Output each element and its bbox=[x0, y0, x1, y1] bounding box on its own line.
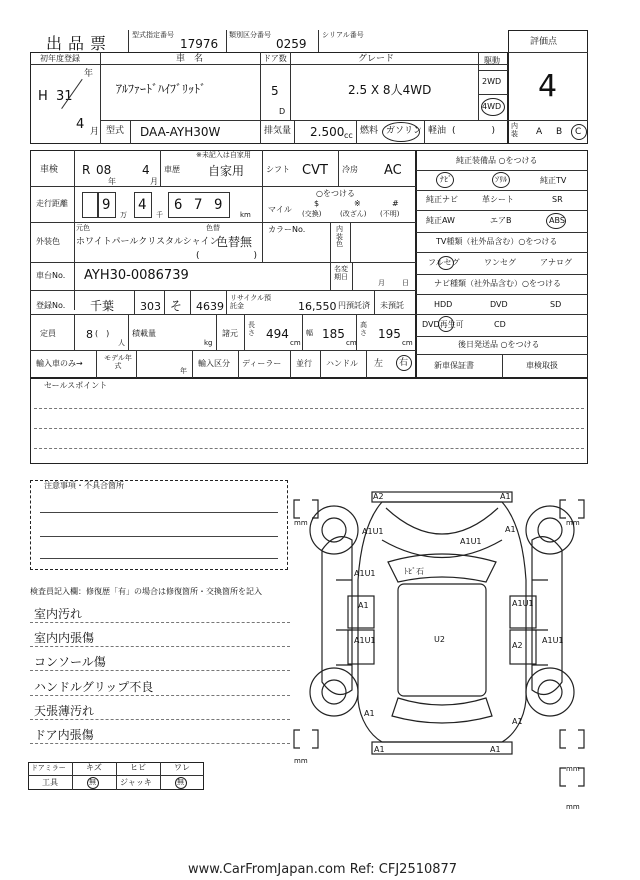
displacement-value: 2.500 bbox=[310, 125, 345, 139]
damage-mark: A1 bbox=[500, 492, 511, 501]
fuel-value: ガソリン bbox=[386, 126, 423, 136]
shaken-month: 4 bbox=[142, 163, 150, 177]
shaken-year: 08 bbox=[96, 163, 112, 177]
mileage-digit-4: 7 bbox=[194, 197, 203, 213]
mm-bracket-bottom-left bbox=[294, 730, 318, 748]
sales-point-box bbox=[30, 378, 588, 464]
first-reg-label: 初年度登録 bbox=[40, 54, 80, 63]
plate-kana: そ bbox=[170, 299, 183, 313]
length-value: 494 bbox=[266, 327, 289, 341]
mm-label-2: mm bbox=[566, 519, 580, 527]
mile-label: マイル bbox=[268, 205, 292, 214]
class-no-label: 類別区分番号 bbox=[229, 31, 271, 39]
recycle-status: 預託済 bbox=[346, 301, 370, 310]
note-item-6: ドア内張傷 bbox=[34, 728, 94, 742]
damage-mark: ﾄﾋﾞ石 bbox=[404, 567, 424, 576]
doors-value: 5 bbox=[271, 84, 279, 98]
sheet-title: 出品票 bbox=[46, 34, 113, 53]
recycle-unpaid: 未預託 bbox=[380, 301, 404, 310]
grade-value: 2.5 X 8人4WD bbox=[348, 83, 432, 97]
mm-bracket-top-right bbox=[560, 500, 584, 518]
width-label: 幅 bbox=[306, 329, 313, 337]
import-label: 輸入車のみ→ bbox=[36, 359, 83, 368]
ac-value: AC bbox=[384, 163, 402, 178]
mileage-label: 走行距離 bbox=[36, 199, 68, 208]
later-label: 後日発送品 ○をつける bbox=[458, 340, 540, 349]
interior-grade-a: A bbox=[536, 127, 543, 137]
drive-label: 駆動 bbox=[484, 56, 500, 65]
shift-value: CVT bbox=[302, 163, 328, 178]
oem-navi: ﾅﾋﾞ bbox=[440, 175, 452, 184]
usage-label: 車歴 bbox=[164, 165, 180, 174]
grade-label: グレード bbox=[358, 54, 395, 64]
shift-label: シフト bbox=[266, 165, 290, 174]
note-item-3: コンソール傷 bbox=[34, 655, 106, 669]
note-item-4: ハンドルグリップ不良 bbox=[34, 680, 154, 694]
note-item-1: 室内汚れ bbox=[34, 607, 83, 621]
displacement-label: 排気量 bbox=[264, 126, 292, 136]
damage-mark: A2 bbox=[512, 641, 523, 650]
tv-fullseg: フルセグ bbox=[428, 258, 460, 267]
first-reg-year: 31 bbox=[56, 89, 73, 104]
height-label: 高さ bbox=[360, 321, 367, 337]
interior-grade-b: B bbox=[556, 127, 563, 137]
class-no-value: 0259 bbox=[276, 37, 307, 51]
plate-class: 303 bbox=[140, 300, 161, 313]
damage-mark: A1 bbox=[512, 717, 523, 726]
parallel-label: 並行 bbox=[296, 359, 312, 368]
fuel-label: 燃料 bbox=[360, 126, 379, 136]
caution-box bbox=[30, 480, 288, 570]
usage-value: 自家用 bbox=[208, 164, 245, 178]
later-shaken: 車検取扱 bbox=[526, 361, 558, 370]
navi-hdd: HDD bbox=[434, 300, 453, 309]
mileage-digit-5: 9 bbox=[214, 197, 223, 213]
recycle-amount: 16,550 bbox=[298, 300, 337, 313]
oem-airbag: エアB bbox=[490, 216, 512, 225]
shaken-label: 車検 bbox=[40, 165, 59, 175]
handle-left: 左 bbox=[374, 359, 384, 369]
details-box bbox=[30, 150, 416, 378]
damage-mark: A1 bbox=[490, 745, 501, 754]
car-name-value: ｱﾙﾌｧｰﾄﾞﾊｲﾌﾞﾘｯﾄﾞ bbox=[116, 82, 207, 96]
ac-label: 冷房 bbox=[342, 165, 358, 174]
dealer-label: ディーラー bbox=[242, 359, 282, 368]
color-no-label: カラーNo. bbox=[268, 225, 306, 234]
mileage-digit-2: 4 bbox=[138, 197, 147, 213]
navi-sd: SD bbox=[550, 300, 562, 309]
later-warranty: 新車保証書 bbox=[434, 361, 474, 370]
oem-sunroof: ｿﾘﾙ bbox=[495, 175, 507, 184]
mileage-digit-1: 9 bbox=[102, 197, 111, 213]
navi-cd: CD bbox=[494, 320, 506, 329]
note-item-2: 室内内張傷 bbox=[34, 631, 95, 645]
oem-tv: 純正TV bbox=[540, 176, 567, 185]
model-no-label: 型式指定番号 bbox=[132, 31, 174, 39]
damage-mark: A1 bbox=[374, 745, 385, 754]
mileage-digit-3: 6 bbox=[174, 197, 183, 213]
length-label: 長さ bbox=[248, 321, 255, 337]
plate-label: 登録No. bbox=[36, 301, 66, 310]
oem-navi-2: 純正ナビ bbox=[426, 195, 458, 204]
first-reg-era: H bbox=[38, 89, 48, 104]
interior-label: 内装 bbox=[511, 122, 518, 138]
color-change-value: 色替無 bbox=[216, 235, 253, 249]
damage-mark: A1U1 bbox=[460, 537, 482, 546]
width-value: 185 bbox=[322, 327, 345, 341]
damage-mark: A1U1 bbox=[354, 636, 376, 645]
diesel-label: 軽油 bbox=[428, 126, 447, 136]
doors-label: ドア数 bbox=[263, 54, 287, 63]
oem-label: 純正装備品 ○をつける bbox=[456, 156, 538, 165]
tv-oneseg: ワンセグ bbox=[484, 258, 516, 267]
damage-mark: A1U1 bbox=[354, 569, 376, 578]
damage-mark: A1U1 bbox=[542, 636, 564, 645]
type-value: DAA-AYH30W bbox=[140, 125, 221, 139]
recycle-label: リサイクル預託金 bbox=[230, 294, 272, 311]
name-change-label: 名変期日 bbox=[334, 265, 348, 281]
mm-label-1: mm bbox=[294, 519, 308, 527]
damage-mark: A1U1 bbox=[512, 599, 534, 608]
damage-mark: A1 bbox=[505, 525, 516, 534]
mm-label-3: mm bbox=[566, 765, 580, 773]
interior-color-label: 内装色 bbox=[336, 225, 343, 249]
mm-label-4: mm bbox=[566, 803, 580, 811]
import-class-label: 輸入区分 bbox=[198, 359, 230, 368]
car-name-label: 車 名 bbox=[176, 54, 204, 64]
navi-label: ナビ種類（社外品含む）○をつける bbox=[434, 279, 561, 288]
tv-analog: アナログ bbox=[540, 258, 572, 267]
navi-dvd: DVD bbox=[490, 300, 508, 309]
watermark: www.CarFromJapan.com Ref: CFJ2510877 bbox=[188, 862, 458, 877]
ext-color-label: 外装色 bbox=[36, 237, 60, 246]
type-label: 型式 bbox=[106, 126, 125, 136]
model-no-value: 17976 bbox=[180, 37, 219, 51]
car-damage-diagram bbox=[286, 480, 606, 810]
inspector-note: 検査員記入欄：修復歴「有」の場合は修復箇所・交換箇所を記入 bbox=[30, 587, 262, 596]
damage-mark: A1 bbox=[358, 601, 369, 610]
score-label: 評価点 bbox=[530, 37, 558, 47]
height-value: 195 bbox=[378, 327, 401, 341]
oem-leather: 革シート bbox=[482, 195, 514, 204]
load-label: 積載量 bbox=[132, 329, 156, 338]
navi-dvd-play: DVD再生可 bbox=[422, 320, 464, 329]
drive-4wd: 4WD bbox=[482, 102, 502, 111]
dim-label: 諸元 bbox=[222, 329, 238, 338]
plate-region: 千葉 bbox=[90, 299, 115, 313]
caution-label: 注意事項・不具合箇所 bbox=[44, 481, 124, 490]
damage-mark: A1U1 bbox=[362, 527, 384, 536]
tv-label: TV種類（社外品含む）○をつける bbox=[436, 237, 558, 246]
damage-mark: A1 bbox=[364, 709, 375, 718]
handle-label: ハンドル bbox=[326, 359, 358, 368]
mm-label-5: mm bbox=[294, 757, 308, 765]
damage-mark: U2 bbox=[434, 635, 445, 644]
note-item-5: 天張薄汚れ bbox=[34, 704, 95, 718]
drive-2wd: 2WD bbox=[482, 77, 502, 86]
oem-sr: SR bbox=[552, 195, 563, 204]
plate-number: 4639 bbox=[196, 300, 224, 313]
serial-label: シリアル番号 bbox=[322, 31, 364, 39]
handle-right: 右 bbox=[399, 358, 409, 368]
model-year-label: モデル年式 bbox=[104, 354, 132, 371]
oem-abs: ABS bbox=[549, 216, 565, 225]
shaken-era: R bbox=[82, 163, 91, 177]
first-reg-month: 4 bbox=[76, 117, 85, 132]
capacity-value: 8 bbox=[86, 328, 93, 341]
interior-grade-c: C bbox=[575, 127, 582, 137]
capacity-label: 定員 bbox=[40, 329, 56, 338]
damage-mark: A2 bbox=[373, 492, 384, 501]
oem-aw: 純正AW bbox=[426, 216, 455, 225]
chassis-value: AYH30-0086739 bbox=[84, 268, 189, 283]
sales-point-label: セールスポイント bbox=[44, 381, 108, 390]
score-value: 4 bbox=[538, 69, 558, 104]
ext-color-value: ホワイトパールクリスタルシャイン bbox=[76, 237, 219, 247]
chassis-label: 車台No. bbox=[36, 271, 66, 280]
